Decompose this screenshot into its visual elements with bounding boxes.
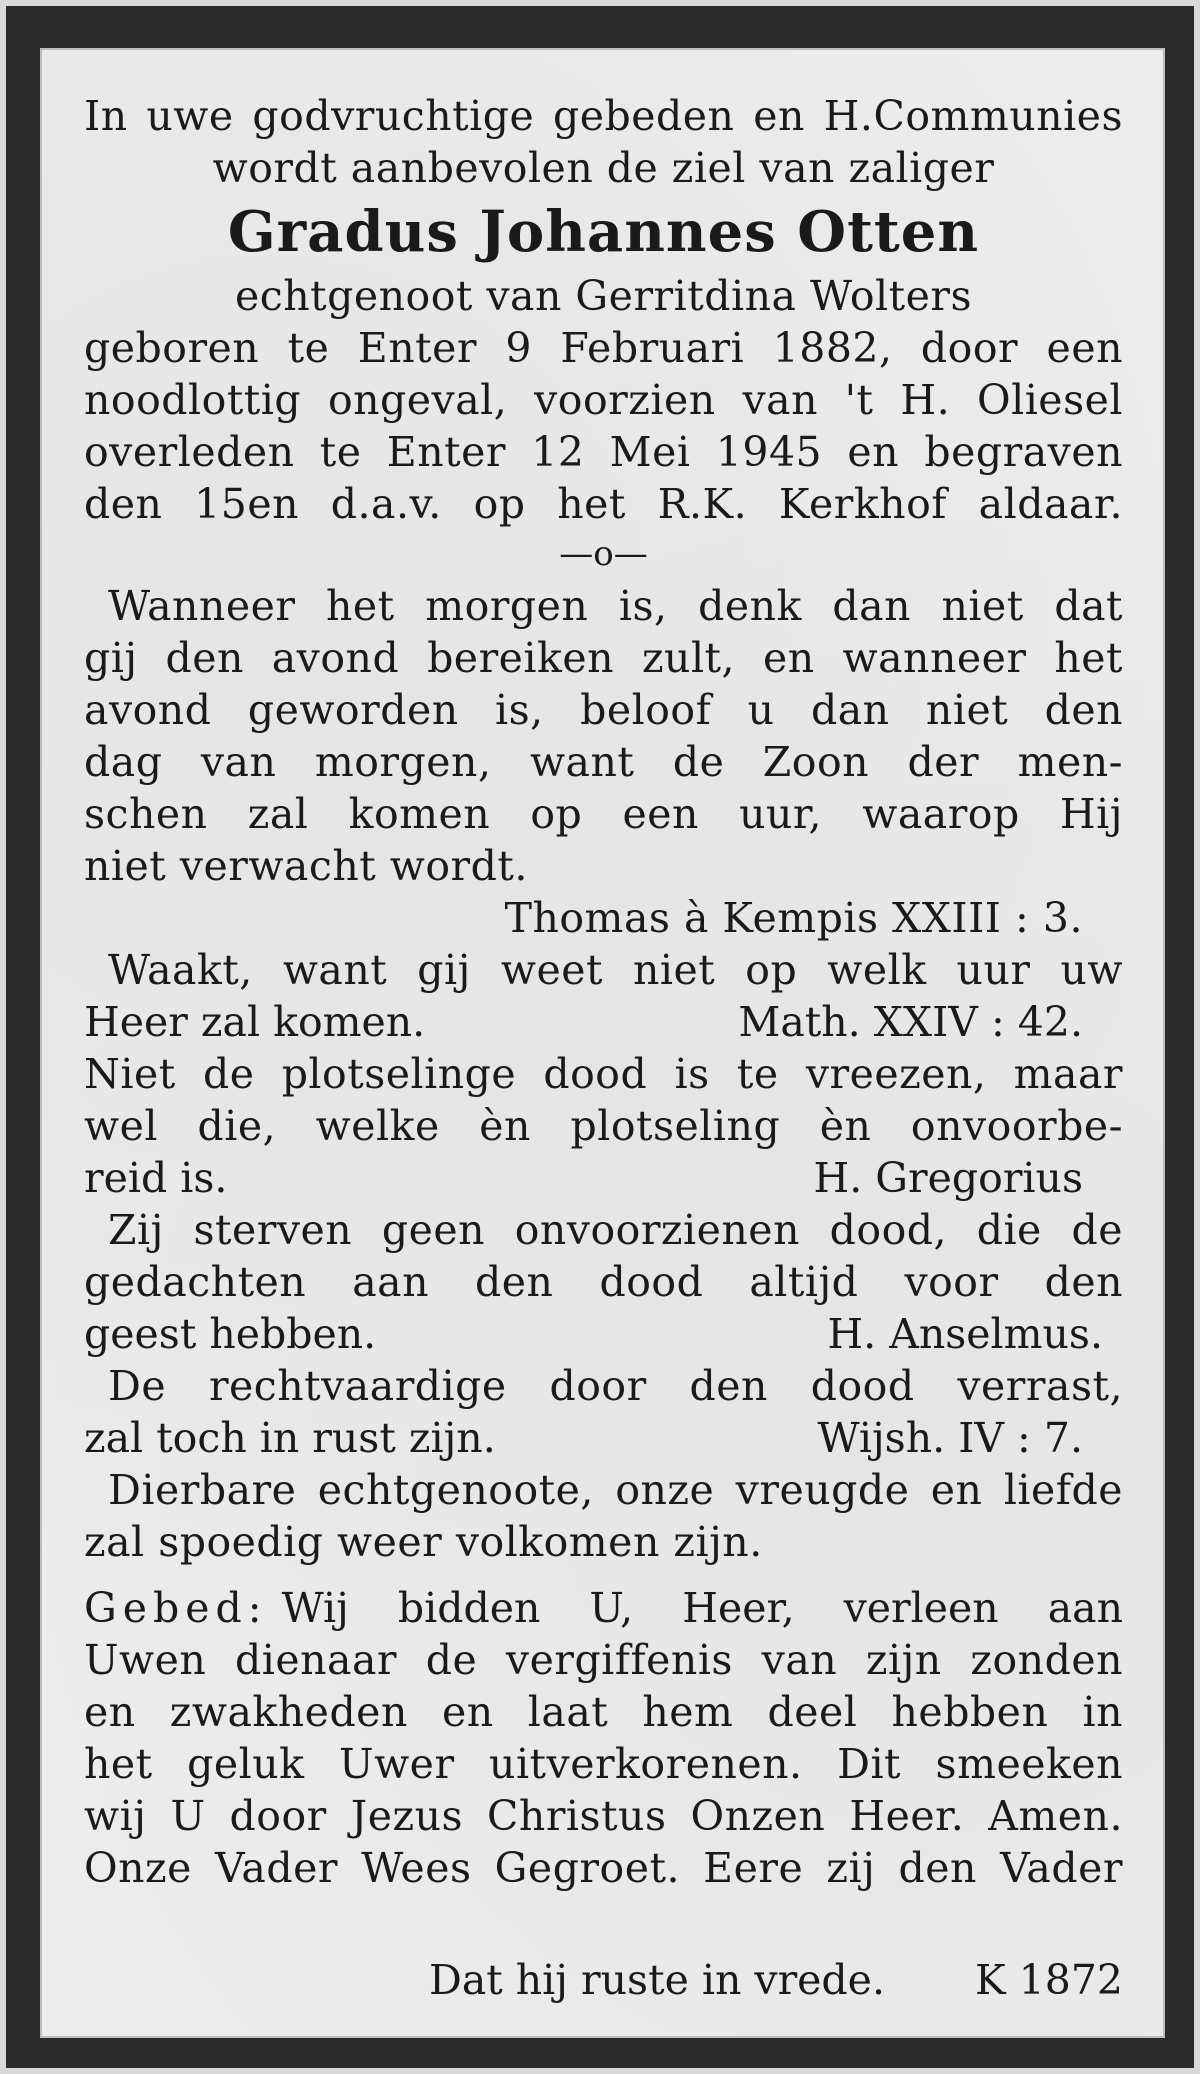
prayer-line-1: Wij bidden U, Heer, verleen aan <box>281 1584 1123 1632</box>
prayer-line-5: wij U door Jezus Christus Onzen Heer. Amen. <box>84 1792 1123 1840</box>
quote5-reference: Wijsh. IV : 7. <box>817 1414 1083 1462</box>
quote2-line-1: Waakt, want gij weet niet op welk uur uw <box>108 946 1123 994</box>
bio-line-4: den 15en d.a.v. op het R.K. Kerkhof aldaar. <box>84 480 1123 528</box>
prayer-line-1-row <box>84 1582 1123 1634</box>
quote3-line-2: wel die, welke èn plotseling èn onvoorbe- <box>84 1102 1123 1150</box>
quote1-line-3: avond geworden is, beloof u dan niet den <box>84 686 1123 734</box>
quote4-line-1: Zij sterven geen onvoorzienen dood, die de <box>108 1206 1123 1254</box>
quote6-line-1: Dierbare echtgenoote, onze vreugde en liefde <box>108 1466 1123 1514</box>
quote1-line-2: gij den avond bereiken zult, en wanneer het <box>84 634 1123 682</box>
quote5-line-2-row <box>84 1412 1123 1464</box>
quote1-reference: Thomas à Kempis XXIII : 3. <box>504 894 1083 942</box>
prayer-line-3: en zwakheden en laat hem deel hebben in <box>84 1688 1123 1736</box>
bio-line-2: noodlottig ongeval, voorzien van 't H. Oliesel <box>84 376 1123 424</box>
quote4-line-2: gedachten aan den dood altijd voor den <box>84 1258 1123 1306</box>
prayer-line-6: Onze Vader Wees Gegroet. Eere zij den Vader <box>84 1844 1123 1892</box>
quote2-reference: Math. XXIV : 42. <box>738 998 1083 1046</box>
quote6-line-2: zal spoedig weer volkomen zijn. <box>84 1518 763 1566</box>
quote3-line-3: reid is. <box>84 1154 228 1202</box>
quote1-line-5: schen zal komen op een uur, waarop Hij <box>84 790 1123 838</box>
quote5-line-2: zal toch in rust zijn. <box>84 1414 496 1462</box>
separator: —o— <box>559 534 648 574</box>
quote1-line-4: dag van morgen, want de Zoon der men- <box>84 738 1123 786</box>
quote4-line-3: geest hebben. <box>84 1310 377 1358</box>
deceased-name: Gradus Johannes Otten <box>227 199 980 265</box>
closing-text: Dat hij ruste in vrede. <box>428 1956 885 2004</box>
quote2-line-2-row <box>84 996 1123 1048</box>
quote1-line-6: niet verwacht wordt. <box>84 842 528 890</box>
spouse-line: echtgenoot van Gerritdina Wolters <box>234 272 973 320</box>
bio-line-1: geboren te Enter 9 Februari 1882, door een <box>84 324 1123 372</box>
card-code: K 1872 <box>974 1956 1123 2004</box>
closing-row <box>84 1954 1123 2006</box>
prayer-line-4: het geluk Uwer uitverkorenen. Dit smeeken <box>84 1740 1123 1788</box>
quote1-line-1: Wanneer het morgen is, denk dan niet dat <box>108 582 1123 630</box>
quote2-line-2: Heer zal komen. <box>84 998 426 1046</box>
prayer-line-2: Uwen dienaar de vergiffenis van zijn zonden <box>84 1636 1123 1684</box>
intro-line-2: wordt aanbevolen de ziel van zaliger <box>212 144 995 192</box>
quote3-reference: H. Gregorius <box>813 1154 1083 1202</box>
quote3-line-1: Niet de plotselinge dood is te vreezen, maar <box>84 1050 1123 1098</box>
card-paper <box>40 48 1165 2038</box>
quote5-line-1: De rechtvaardige door den dood verrast, <box>108 1362 1123 1410</box>
prayer-label: Gebed: <box>84 1584 268 1632</box>
intro-line-1: In uwe godvruchtige gebeden en H.Communies <box>84 92 1123 140</box>
bio-line-3: overleden te Enter 12 Mei 1945 en begraven <box>84 428 1123 476</box>
quote4-line-3-row <box>84 1308 1123 1360</box>
quote3-line-3-row <box>84 1152 1123 1204</box>
quote4-reference: H. Anselmus. <box>827 1310 1103 1358</box>
